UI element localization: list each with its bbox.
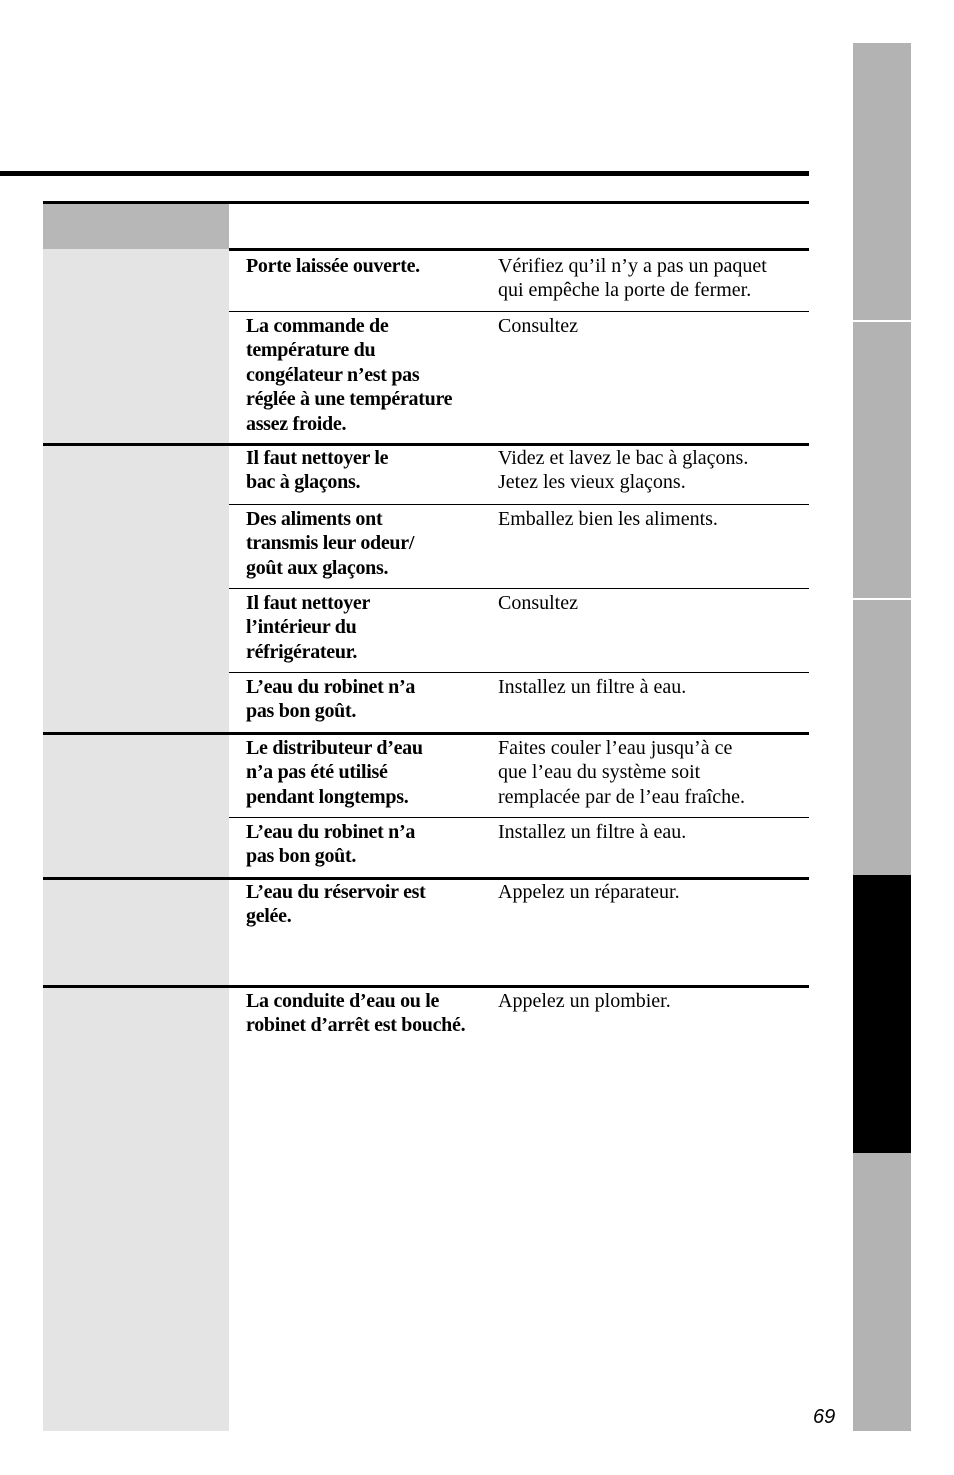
table-header-rule xyxy=(43,201,809,204)
sidebar-tab-3 xyxy=(853,600,911,875)
cause-text: L’eau du robinet n’a pas bon goût. xyxy=(246,821,416,868)
solution-text: Videz et lavez le bac à glaçons. Jetez les vieux glaçons. xyxy=(498,447,749,494)
cause-text: La conduite d’eau ou le robinet d’arrêt est bouché. xyxy=(246,990,466,1037)
solution-text: Emballez bien les aliments. xyxy=(498,508,718,530)
cause-text: Le distributeur d’eau n’a pas été utilisé pendant longtemps. xyxy=(246,737,423,808)
cause-text: L’eau du réservoir est gelée. xyxy=(246,881,426,928)
solution-text: Consultez xyxy=(498,592,578,614)
cause-text: Il faut nettoyer le bac à glaçons. xyxy=(246,447,389,494)
row-divider xyxy=(229,672,809,673)
solution-text: Consultez xyxy=(498,315,578,337)
sidebar-tab-active xyxy=(853,875,911,1153)
cause-text: L’eau du robinet n’a pas bon goût. xyxy=(246,676,416,723)
sidebar-tab-2 xyxy=(853,322,911,598)
cause-text: Porte laissée ouverte. xyxy=(246,255,420,277)
solution-text: Appelez un réparateur. xyxy=(498,881,680,903)
cause-text: La commande de température du congélateur n’est pas réglée à une température assez froide. xyxy=(246,315,453,435)
sidebar-tab-1 xyxy=(853,43,911,320)
row-divider xyxy=(229,817,809,818)
row-divider xyxy=(229,248,809,251)
group-divider xyxy=(43,985,809,988)
cause-text: Il faut nettoyer l’intérieur du réfrigérateur. xyxy=(246,592,371,663)
solution-text: Installez un filtre à eau. xyxy=(498,821,687,843)
solution-text: Faites couler l’eau jusqu’à ce que l’eau du système soit remplacée par de l’eau fraîche. xyxy=(498,737,746,808)
group-divider xyxy=(43,732,809,735)
cause-text: Des aliments ont transmis leur odeur/ goût aux glaçons. xyxy=(246,508,415,579)
solution-text: Installez un filtre à eau. xyxy=(498,676,687,698)
row-divider xyxy=(229,504,809,505)
row-divider xyxy=(229,588,809,589)
solution-text: Vérifiez qu’il n’y a pas un paquet qui empêche la porte de fermer. xyxy=(498,255,767,302)
table-header-cell xyxy=(43,202,229,249)
page-number: 69 xyxy=(813,1406,836,1428)
top-rule xyxy=(0,171,809,176)
problem-column-background xyxy=(43,202,229,1431)
sidebar-tab-5 xyxy=(853,1153,911,1431)
row-divider xyxy=(229,311,809,312)
solution-text: Appelez un plombier. xyxy=(498,990,671,1012)
